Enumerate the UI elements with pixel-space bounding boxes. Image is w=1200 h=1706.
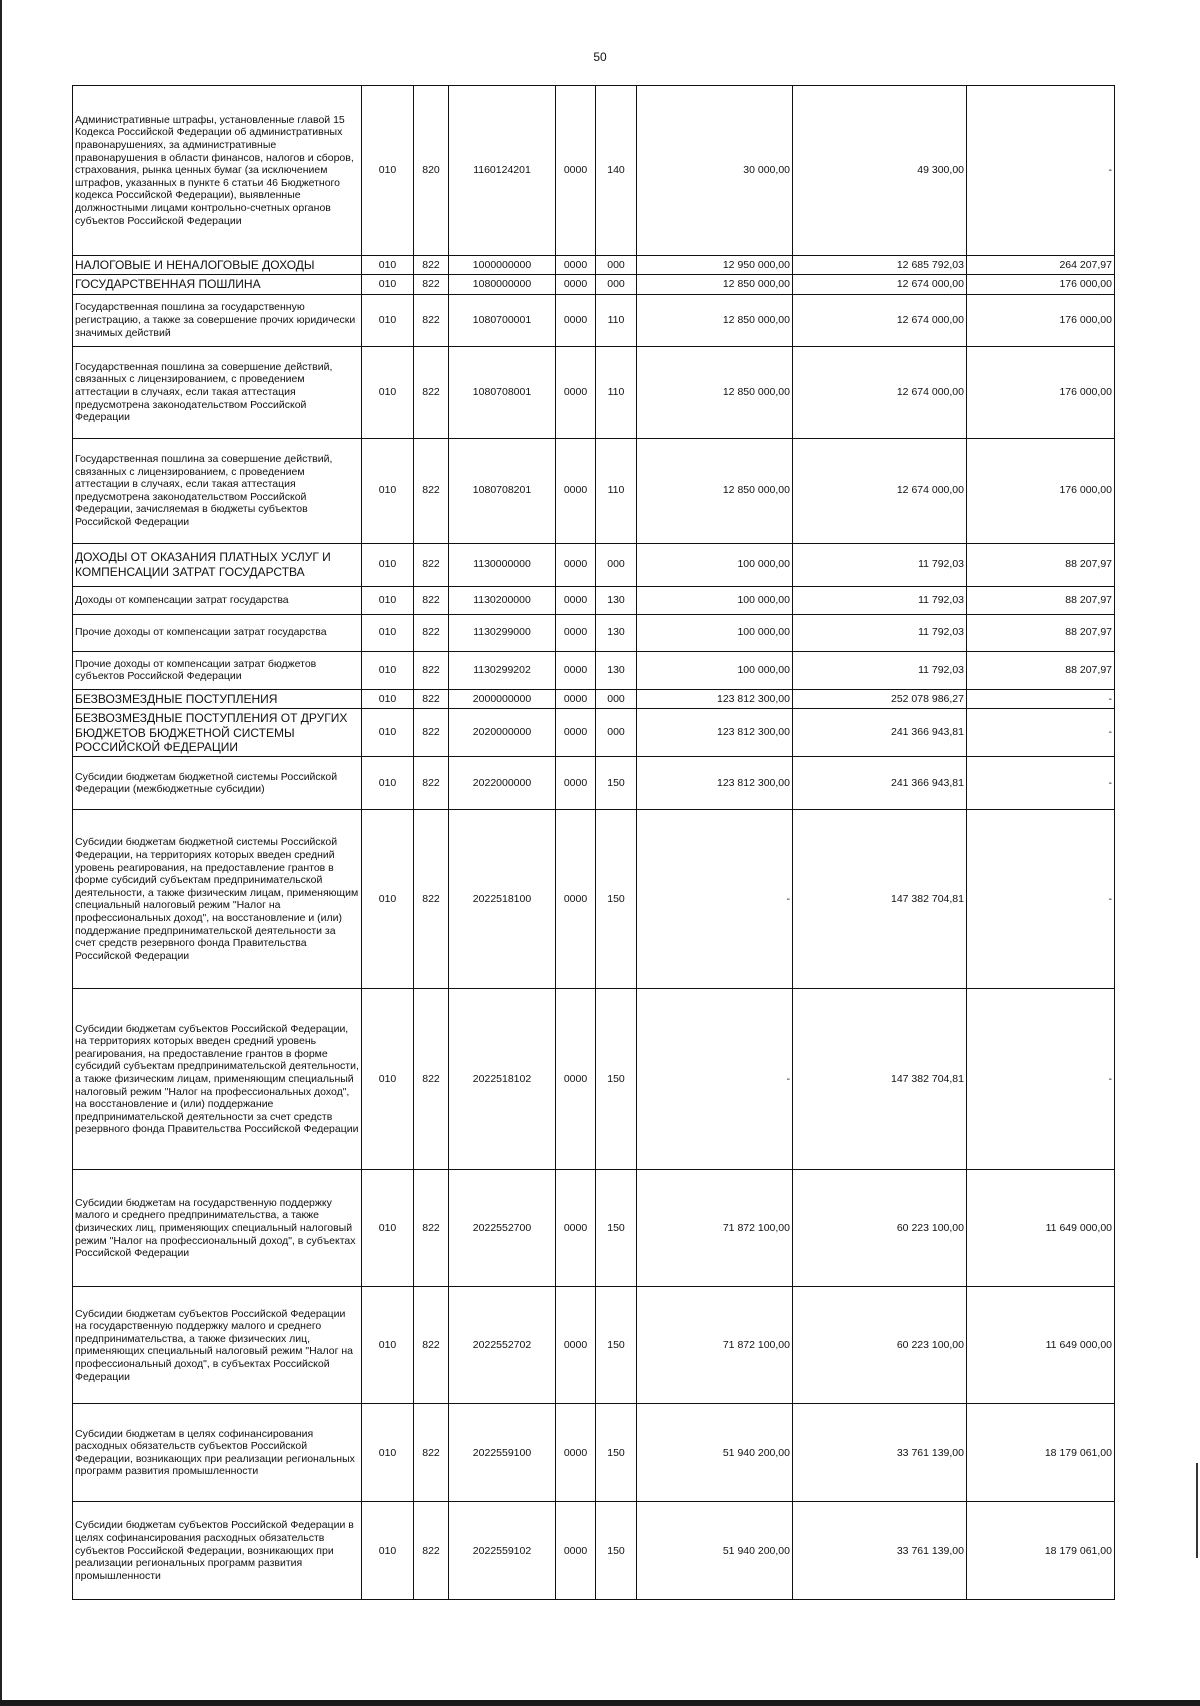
cell-code-3: 2022552700 bbox=[449, 1170, 556, 1287]
cell-code-4: 0000 bbox=[556, 438, 596, 543]
cell-code-1: 010 bbox=[362, 294, 414, 346]
cell-code-3: 1130200000 bbox=[449, 586, 556, 614]
cell-value-1: 71 872 100,00 bbox=[637, 1170, 793, 1287]
cell-value-2: 11 792,03 bbox=[793, 651, 967, 689]
cell-code-5: 110 bbox=[596, 294, 637, 346]
cell-code-5: 150 bbox=[596, 1170, 637, 1287]
cell-code-1: 010 bbox=[362, 614, 414, 651]
cell-value-1: 100 000,00 bbox=[637, 651, 793, 689]
cell-value-3: 176 000,00 bbox=[967, 438, 1115, 543]
cell-code-3: 1080000000 bbox=[449, 275, 556, 294]
cell-value-2: 11 792,03 bbox=[793, 543, 967, 586]
row-name: Субсидии бюджетам в целях софинансирования расходных обязательств субъектов Российской Федерации, возникающих при реализации региональных программ развития промышленности bbox=[73, 1404, 362, 1502]
cell-code-5: 000 bbox=[596, 689, 637, 708]
cell-value-1: - bbox=[637, 989, 793, 1170]
cell-value-3: 88 207,97 bbox=[967, 586, 1115, 614]
cell-value-1: 12 850 000,00 bbox=[637, 294, 793, 346]
cell-value-2: 12 674 000,00 bbox=[793, 294, 967, 346]
cell-value-3: 88 207,97 bbox=[967, 614, 1115, 651]
cell-code-5: 150 bbox=[596, 1404, 637, 1502]
cell-value-2: 11 792,03 bbox=[793, 586, 967, 614]
cell-code-2: 822 bbox=[414, 1170, 449, 1287]
table-row bbox=[73, 86, 1115, 256]
cell-value-3: 88 207,97 bbox=[967, 651, 1115, 689]
cell-code-3: 1160124201 bbox=[449, 86, 556, 256]
cell-value-2: 241 366 943,81 bbox=[793, 709, 967, 757]
cell-value-1: 100 000,00 bbox=[637, 614, 793, 651]
table-row bbox=[73, 689, 1115, 708]
cell-code-3: 1080708201 bbox=[449, 438, 556, 543]
cell-code-4: 0000 bbox=[556, 1502, 596, 1600]
cell-code-4: 0000 bbox=[556, 1170, 596, 1287]
cell-value-2: 12 674 000,00 bbox=[793, 438, 967, 543]
cell-value-2: 252 078 986,27 bbox=[793, 689, 967, 708]
row-name: Субсидии бюджетам бюджетной системы Российской Федерации (межбюджетные субсидии) bbox=[73, 757, 362, 810]
cell-code-3: 1130299202 bbox=[449, 651, 556, 689]
cell-code-5: 130 bbox=[596, 614, 637, 651]
cell-code-3: 2022518100 bbox=[449, 810, 556, 989]
cell-code-4: 0000 bbox=[556, 1404, 596, 1502]
cell-code-2: 822 bbox=[414, 689, 449, 708]
cell-code-1: 010 bbox=[362, 275, 414, 294]
cell-value-1: 30 000,00 bbox=[637, 86, 793, 256]
cell-code-4: 0000 bbox=[556, 543, 596, 586]
cell-code-3: 1130299000 bbox=[449, 614, 556, 651]
table-row bbox=[73, 294, 1115, 346]
cell-value-2: 60 223 100,00 bbox=[793, 1287, 967, 1404]
cell-value-1: 12 850 000,00 bbox=[637, 346, 793, 438]
row-name: НАЛОГОВЫЕ И НЕНАЛОГОВЫЕ ДОХОДЫ bbox=[73, 256, 362, 275]
cell-code-4: 0000 bbox=[556, 256, 596, 275]
cell-code-3: 1000000000 bbox=[449, 256, 556, 275]
cell-code-4: 0000 bbox=[556, 810, 596, 989]
cell-code-5: 000 bbox=[596, 256, 637, 275]
cell-code-1: 010 bbox=[362, 256, 414, 275]
cell-code-1: 010 bbox=[362, 989, 414, 1170]
cell-code-5: 140 bbox=[596, 86, 637, 256]
cell-value-3: 88 207,97 bbox=[967, 543, 1115, 586]
cell-code-1: 010 bbox=[362, 810, 414, 989]
row-name: Субсидии бюджетам субъектов Российской Федерации в целях софинансирования расходных обязательств субъектов Российской Федерации, возникающих при реализации региональных программ развития промышленности bbox=[73, 1502, 362, 1600]
cell-code-1: 010 bbox=[362, 346, 414, 438]
cell-value-3: - bbox=[967, 709, 1115, 757]
table-row bbox=[73, 614, 1115, 651]
cell-code-2: 822 bbox=[414, 1287, 449, 1404]
cell-value-1: 71 872 100,00 bbox=[637, 1287, 793, 1404]
cell-value-2: 33 761 139,00 bbox=[793, 1404, 967, 1502]
cell-value-2: 12 674 000,00 bbox=[793, 275, 967, 294]
cell-code-2: 822 bbox=[414, 275, 449, 294]
cell-code-1: 010 bbox=[362, 1287, 414, 1404]
cell-code-3: 2022552702 bbox=[449, 1287, 556, 1404]
cell-value-3: 176 000,00 bbox=[967, 346, 1115, 438]
cell-code-4: 0000 bbox=[556, 586, 596, 614]
cell-code-4: 0000 bbox=[556, 689, 596, 708]
table-row bbox=[73, 346, 1115, 438]
bottom-scan-border bbox=[0, 1700, 1200, 1706]
table-row bbox=[73, 438, 1115, 543]
cell-value-1: 123 812 300,00 bbox=[637, 709, 793, 757]
cell-value-3: - bbox=[967, 810, 1115, 989]
cell-code-4: 0000 bbox=[556, 294, 596, 346]
cell-code-3: 2022000000 bbox=[449, 757, 556, 810]
row-name: Субсидии бюджетам бюджетной системы Российской Федерации, на территориях которых введен средний уровень реагирования, на предоставление грантов в форме субсидий субъектам предпринимательской деятельности, а также физическим лицам, применяющим специальный налоговый режим "Налог на профессиональных доход", на восстановление и (или) поддержание предпринимательской деятельности за счет средств резервного фонда Правительства Российской Федерации bbox=[73, 810, 362, 989]
cell-code-4: 0000 bbox=[556, 614, 596, 651]
cell-code-5: 130 bbox=[596, 651, 637, 689]
cell-code-3: 1080700001 bbox=[449, 294, 556, 346]
cell-value-1: 100 000,00 bbox=[637, 586, 793, 614]
cell-code-1: 010 bbox=[362, 709, 414, 757]
row-name: Прочие доходы от компенсации затрат государства bbox=[73, 614, 362, 651]
cell-code-4: 0000 bbox=[556, 86, 596, 256]
cell-value-1: 12 850 000,00 bbox=[637, 438, 793, 543]
cell-code-5: 150 bbox=[596, 989, 637, 1170]
revenue-table bbox=[72, 85, 1115, 1600]
cell-code-4: 0000 bbox=[556, 709, 596, 757]
cell-value-3: 176 000,00 bbox=[967, 275, 1115, 294]
table-row bbox=[73, 275, 1115, 294]
cell-value-3: 18 179 061,00 bbox=[967, 1404, 1115, 1502]
left-scan-border bbox=[0, 0, 2, 1706]
row-name: Государственная пошлина за совершение действий, связанных с лицензированием, с проведением аттестации в случаях, если такая аттестация предусмотрена законодательством Российской Федерации, зачисляемая в бюджеты субъектов Российской Федерации bbox=[73, 438, 362, 543]
cell-code-3: 1080708001 bbox=[449, 346, 556, 438]
cell-code-1: 010 bbox=[362, 1404, 414, 1502]
cell-value-3: 264 207,97 bbox=[967, 256, 1115, 275]
cell-code-3: 2022559102 bbox=[449, 1502, 556, 1600]
cell-code-5: 110 bbox=[596, 346, 637, 438]
row-name: Государственная пошлина за совершение действий, связанных с лицензированием, с проведением аттестации в случаях, если такая аттестация предусмотрена законодательством Российской Федерации bbox=[73, 346, 362, 438]
cell-value-1: 51 940 200,00 bbox=[637, 1502, 793, 1600]
row-name: БЕЗВОЗМЕЗДНЫЕ ПОСТУПЛЕНИЯ bbox=[73, 689, 362, 708]
cell-code-1: 010 bbox=[362, 1502, 414, 1600]
table-row bbox=[73, 543, 1115, 586]
cell-code-2: 822 bbox=[414, 651, 449, 689]
cell-value-1: 123 812 300,00 bbox=[637, 757, 793, 810]
cell-code-4: 0000 bbox=[556, 989, 596, 1170]
table-row bbox=[73, 651, 1115, 689]
cell-value-2: 60 223 100,00 bbox=[793, 1170, 967, 1287]
cell-code-4: 0000 bbox=[556, 1287, 596, 1404]
cell-value-3: 176 000,00 bbox=[967, 294, 1115, 346]
table-row bbox=[73, 256, 1115, 275]
cell-value-2: 147 382 704,81 bbox=[793, 810, 967, 989]
cell-value-2: 33 761 139,00 bbox=[793, 1502, 967, 1600]
row-name: БЕЗВОЗМЕЗДНЫЕ ПОСТУПЛЕНИЯ ОТ ДРУГИХ БЮДЖЕТОВ БЮДЖЕТНОЙ СИСТЕМЫ РОССИЙСКОЙ ФЕДЕРАЦИИ bbox=[73, 709, 362, 757]
cell-value-3: 11 649 000,00 bbox=[967, 1287, 1115, 1404]
table-row bbox=[73, 1287, 1115, 1404]
cell-code-1: 010 bbox=[362, 1170, 414, 1287]
cell-code-2: 822 bbox=[414, 757, 449, 810]
cell-code-1: 010 bbox=[362, 438, 414, 543]
cell-value-1: 12 950 000,00 bbox=[637, 256, 793, 275]
cell-code-3: 2022518102 bbox=[449, 989, 556, 1170]
cell-value-3: 18 179 061,00 bbox=[967, 1502, 1115, 1600]
cell-value-1: 123 812 300,00 bbox=[637, 689, 793, 708]
cell-code-5: 150 bbox=[596, 810, 637, 989]
cell-code-5: 150 bbox=[596, 757, 637, 810]
table-row bbox=[73, 1502, 1115, 1600]
cell-value-2: 49 300,00 bbox=[793, 86, 967, 256]
cell-value-1: 12 850 000,00 bbox=[637, 275, 793, 294]
row-name: Прочие доходы от компенсации затрат бюджетов субъектов Российской Федерации bbox=[73, 651, 362, 689]
cell-code-1: 010 bbox=[362, 651, 414, 689]
cell-code-2: 820 bbox=[414, 86, 449, 256]
cell-code-2: 822 bbox=[414, 810, 449, 989]
cell-code-5: 000 bbox=[596, 543, 637, 586]
cell-value-3: - bbox=[967, 989, 1115, 1170]
row-name: Субсидии бюджетам субъектов Российской Федерации, на территориях которых введен средний уровень реагирования, на предоставление грантов в форме субсидий субъектам предпринимательской деятельности, а также физическим лицам, применяющим специальный налоговый режим "Налог на профессиональных доход", на восстановление и (или) поддержание предпринимательской деятельности за счет средств резервного фонда Правительства Российской Федерации bbox=[73, 989, 362, 1170]
cell-code-1: 010 bbox=[362, 543, 414, 586]
right-scan-mark bbox=[1196, 1463, 1198, 1558]
cell-code-3: 2000000000 bbox=[449, 689, 556, 708]
cell-code-3: 2022559100 bbox=[449, 1404, 556, 1502]
cell-code-2: 822 bbox=[414, 294, 449, 346]
cell-code-5: 150 bbox=[596, 1502, 637, 1600]
cell-code-1: 010 bbox=[362, 86, 414, 256]
cell-value-2: 147 382 704,81 bbox=[793, 989, 967, 1170]
cell-code-2: 822 bbox=[414, 543, 449, 586]
row-name: Доходы от компенсации затрат государства bbox=[73, 586, 362, 614]
cell-code-1: 010 bbox=[362, 757, 414, 810]
table-row bbox=[73, 989, 1115, 1170]
cell-value-1: 51 940 200,00 bbox=[637, 1404, 793, 1502]
cell-value-2: 12 674 000,00 bbox=[793, 346, 967, 438]
cell-code-5: 110 bbox=[596, 438, 637, 543]
cell-code-4: 0000 bbox=[556, 275, 596, 294]
page-number: 50 bbox=[593, 50, 607, 64]
table-row bbox=[73, 709, 1115, 757]
row-name: ГОСУДАРСТВЕННАЯ ПОШЛИНА bbox=[73, 275, 362, 294]
cell-code-2: 822 bbox=[414, 586, 449, 614]
cell-code-5: 000 bbox=[596, 709, 637, 757]
table-row bbox=[73, 757, 1115, 810]
cell-code-2: 822 bbox=[414, 256, 449, 275]
cell-code-5: 130 bbox=[596, 586, 637, 614]
row-name: Субсидии бюджетам на государственную поддержку малого и среднего предпринимательства, а также физических лиц, применяющих специальный налоговый режим "Налог на профессиональный доход", в субъектах Российской Федерации bbox=[73, 1170, 362, 1287]
cell-value-2: 241 366 943,81 bbox=[793, 757, 967, 810]
cell-code-3: 1130000000 bbox=[449, 543, 556, 586]
cell-code-2: 822 bbox=[414, 438, 449, 543]
cell-code-4: 0000 bbox=[556, 651, 596, 689]
cell-value-3: 11 649 000,00 bbox=[967, 1170, 1115, 1287]
cell-value-3: - bbox=[967, 86, 1115, 256]
row-name: Административные штрафы, установленные главой 15 Кодекса Российской Федерации об административных правонарушениях, за административные правонарушения в области финансов, налогов и сборов, страхования, рынка ценных бумаг (за исключением штрафов, указанных в пункте 6 статьи 46 Бюджетного кодекса Российской Федерации), выявленные должностными лицами контрольно-счетных органов субъектов Российской Федерации bbox=[73, 86, 362, 256]
cell-code-5: 150 bbox=[596, 1287, 637, 1404]
row-name: ДОХОДЫ ОТ ОКАЗАНИЯ ПЛАТНЫХ УСЛУГ И КОМПЕНСАЦИИ ЗАТРАТ ГОСУДАРСТВА bbox=[73, 543, 362, 586]
cell-code-2: 822 bbox=[414, 1502, 449, 1600]
cell-value-3: - bbox=[967, 689, 1115, 708]
cell-code-2: 822 bbox=[414, 346, 449, 438]
row-name: Субсидии бюджетам субъектов Российской Федерации на государственную поддержку малого и среднего предпринимательства, а также физических лиц, применяющих специальный налоговый режим "Налог на профессиональный доход", в субъектах Российской Федерации bbox=[73, 1287, 362, 1404]
table-row bbox=[73, 586, 1115, 614]
cell-code-1: 010 bbox=[362, 586, 414, 614]
cell-code-2: 822 bbox=[414, 989, 449, 1170]
cell-value-1: - bbox=[637, 810, 793, 989]
cell-code-2: 822 bbox=[414, 614, 449, 651]
cell-value-3: - bbox=[967, 757, 1115, 810]
table-row bbox=[73, 1170, 1115, 1287]
cell-code-1: 010 bbox=[362, 689, 414, 708]
cell-value-1: 100 000,00 bbox=[637, 543, 793, 586]
table-body bbox=[73, 86, 1115, 1600]
cell-code-4: 0000 bbox=[556, 757, 596, 810]
cell-code-4: 0000 bbox=[556, 346, 596, 438]
cell-code-5: 000 bbox=[596, 275, 637, 294]
cell-code-2: 822 bbox=[414, 1404, 449, 1502]
table-row bbox=[73, 1404, 1115, 1502]
cell-value-2: 12 685 792,03 bbox=[793, 256, 967, 275]
cell-code-3: 2020000000 bbox=[449, 709, 556, 757]
row-name: Государственная пошлина за государственную регистрацию, а также за совершение прочих юридически значимых действий bbox=[73, 294, 362, 346]
cell-value-2: 11 792,03 bbox=[793, 614, 967, 651]
table-row bbox=[73, 810, 1115, 989]
cell-code-2: 822 bbox=[414, 709, 449, 757]
